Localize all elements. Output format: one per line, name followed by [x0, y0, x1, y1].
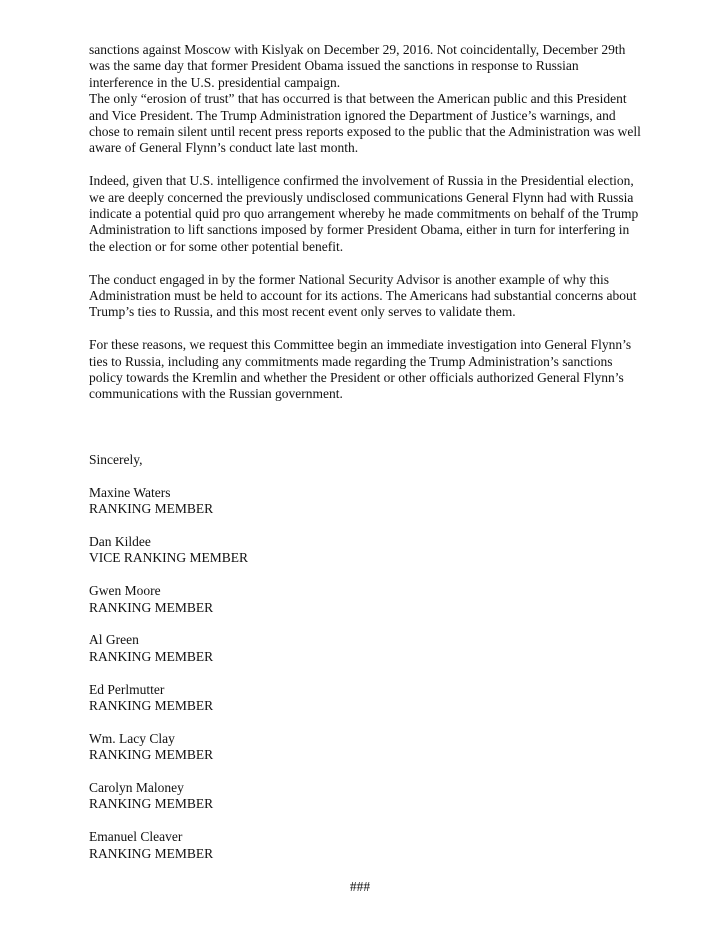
- text-line: communications with the Russian government.: [89, 386, 343, 402]
- paragraph-erosion-of-trust: [89, 91, 679, 157]
- signer-name: Dan Kildee: [89, 534, 151, 549]
- signer-title: RANKING MEMBER: [89, 845, 214, 861]
- signer-cleaver: [89, 829, 248, 862]
- signer-title: RANKING MEMBER: [89, 698, 214, 714]
- text-line: The only “erosion of trust” that has occurred is that between the American public and this President: [89, 91, 627, 107]
- text-line: and Vice President. The Trump Administration ignored the Department of Justice’s warnings, and: [89, 107, 616, 123]
- text-line: aware of General Flynn’s conduct late last month.: [89, 140, 359, 156]
- signer-name: Gwen Moore: [89, 583, 161, 599]
- text-line: Administration to lift sanctions imposed by former President Obama, either in turn for interfering in: [89, 222, 630, 238]
- end-of-document-mark: ###: [349, 879, 371, 894]
- signer-name: Al Green: [89, 632, 139, 648]
- signer-maloney: [89, 780, 248, 813]
- signer-title: RANKING MEMBER: [89, 501, 214, 517]
- text-line: the election or for some other potential benefit.: [89, 238, 344, 254]
- closing-salutation: Sincerely,: [89, 452, 143, 467]
- text-line: ties to Russia, including any commitments made regarding the Trump Administration’s sanctions: [89, 353, 613, 369]
- text-line: chose to remain silent until recent press reports exposed to the public that the Administration was well: [89, 124, 641, 140]
- signer-name: Ed Perlmutter: [89, 681, 165, 697]
- signer-title: RANKING MEMBER: [89, 599, 214, 615]
- paragraph-investigation-request: [89, 337, 679, 403]
- text-line: Trump’s ties to Russia, and this most recent event only serves to validate them.: [89, 304, 516, 320]
- text-line: Indeed, given that U.S. intelligence confirmed the involvement of Russia in the Presidential election,: [89, 173, 634, 189]
- signer-green: [89, 632, 248, 665]
- paragraph-accountability: [89, 272, 679, 321]
- text-line: For these reasons, we request this Committee begin an immediate investigation into General Flynn’s: [89, 337, 632, 353]
- signer-title: RANKING MEMBER: [89, 648, 214, 664]
- paragraph-quid-pro-quo: [89, 173, 679, 255]
- text-line: indicate a potential quid pro quo arrangement whereby he made commitments on behalf of the Trump: [89, 206, 639, 222]
- text-line: sanctions against Moscow with Kislyak on December 29, 2016. Not coincidentally, December 29th: [89, 42, 626, 57]
- text-line: Administration must be held to account for its actions. The Americans had substantial concerns about: [89, 288, 637, 304]
- signer-moore: [89, 583, 248, 616]
- text-line: The conduct engaged in by the former National Security Advisor is another example of why this: [89, 271, 609, 287]
- signer-kildee: [89, 534, 248, 567]
- text-line: policy towards the Kremlin and whether the President or other officials authorized General Flynn’s: [89, 370, 624, 386]
- signer-name: Emanuel Cleaver: [89, 829, 183, 845]
- text-line: we are deeply concerned the previously undisclosed communications General Flynn had with Russia: [89, 189, 634, 205]
- signer-title: VICE RANKING MEMBER: [89, 550, 249, 566]
- signer-title: RANKING MEMBER: [89, 796, 214, 812]
- signer-title: RANKING MEMBER: [89, 747, 214, 763]
- text-line: was the same day that former President Obama issued the sanctions in response to Russian: [89, 58, 579, 74]
- paragraph-sanctions-date: [89, 42, 679, 91]
- signer-name: Wm. Lacy Clay: [89, 730, 175, 746]
- text-line: interference in the U.S. presidential campaign.: [89, 74, 341, 90]
- signer-perlmutter: [89, 682, 248, 715]
- signer-name: Carolyn Maloney: [89, 780, 184, 796]
- signer-waters: [89, 485, 248, 518]
- letter-body: [89, 42, 679, 403]
- signer-name: Maxine Waters: [89, 484, 171, 500]
- signature-block: [89, 452, 248, 862]
- signer-clay: [89, 731, 248, 764]
